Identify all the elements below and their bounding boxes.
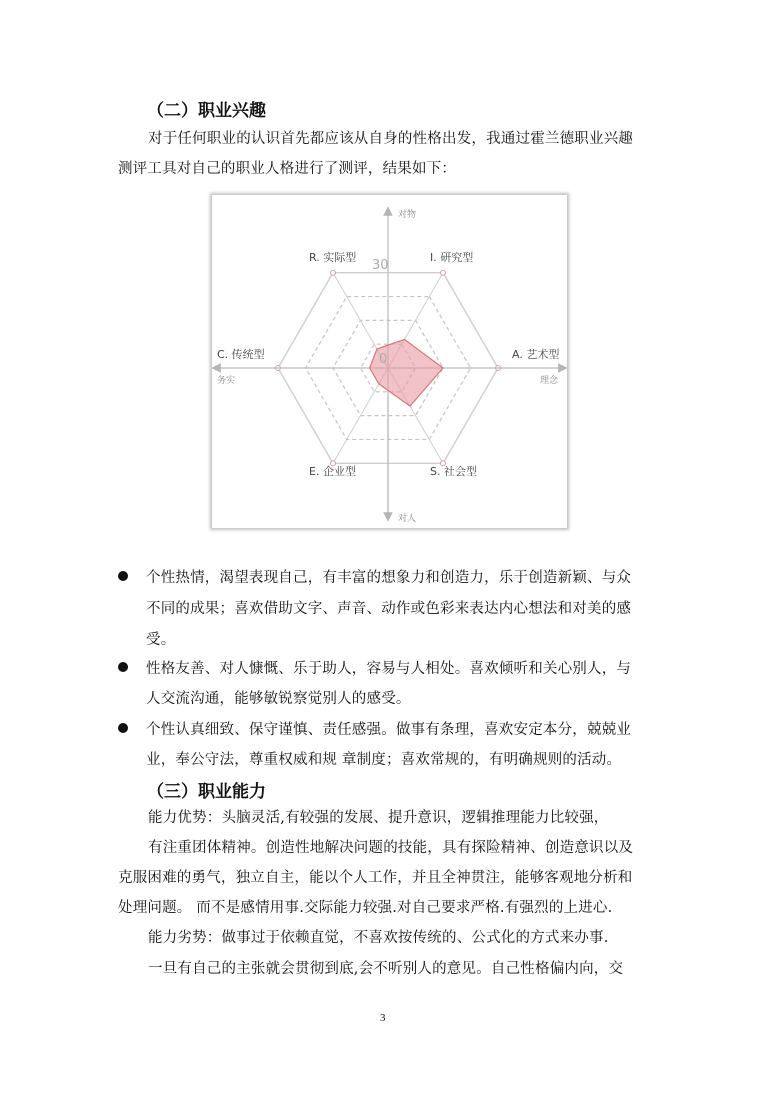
ability-line-1: 能力优势：头脑灵活,有较强的发展、提升意识，逻辑推理能力比较强， (148, 810, 609, 826)
radar-direction-label-bottom: 对人 (398, 514, 417, 524)
section-heading-career-ability: （三）职业能力 (147, 782, 266, 802)
radar-axis-label-4: C. 传统型 (217, 348, 265, 361)
page-number: 3 (380, 1012, 386, 1024)
bullet-1-line-3: 受。 (146, 632, 176, 648)
bullet-2-dot (118, 662, 128, 672)
radar-data-polygon (370, 339, 443, 406)
bullet-1-dot (118, 571, 128, 581)
bullet-1-line-2: 不同的成果；喜欢借助文字、声音、动作或色彩来表达内心想法和对美的感 (146, 601, 632, 617)
bullet-1-line-1: 个性热情，渴望表现自己，有丰富的想象力和创造力，乐于创造新颖、与众 (146, 570, 632, 586)
bullet-3-line-2: 业，奉公守法，尊重权威和规 章制度；喜欢常规的，有明确规则的活动。 (146, 752, 622, 768)
ability-line-4: 处理问题。 而不是感情用事.交际能力较强.对自己要求严格.有强烈的上进心. (118, 900, 613, 916)
bullet-2-line-2: 人交流沟通，能够敏锐察觉别人的感受。 (146, 691, 411, 707)
radar-scale-max-label: 30 (372, 258, 389, 273)
radar-direction-label-left: 务实 (217, 376, 236, 386)
radar-scale-zero-label: 0 (379, 352, 388, 367)
bullet-3-dot (118, 723, 128, 733)
holland-radar-chart (212, 195, 567, 528)
ability-line-6: 一旦有自己的主张就会贯彻到底,会不听别人的意见。自己性格偏内向，交 (148, 961, 624, 977)
radar-axis-label-0: I. 研究型 (430, 251, 474, 264)
bullet-2-line-1: 性格友善、对人慷慨、乐于助人，容易与人相处。喜欢倾听和关心别人，与 (146, 661, 632, 677)
intro-line-1: 对于任何职业的认识首先都应该从自身的性格出发，我通过霍兰德职业兴趣 (148, 131, 634, 147)
intro-line-2: 测评工具对自己的职业人格进行了测评，结果如下： (118, 161, 457, 177)
radar-vertex-0 (441, 270, 446, 275)
radar-direction-label-right: 理念 (540, 376, 559, 386)
ability-line-2: 有注重团体精神。创造性地解决问题的技能，具有探险精神、创造意识以及 (148, 840, 634, 856)
radar-vertex-5 (331, 270, 336, 275)
ability-line-5: 能力劣势：做事过于依赖直觉，不喜欢按传统的、公式化的方式来办事. (148, 930, 609, 946)
ability-line-3: 克服困难的勇气，独立自主，能以个人工作，并且全神贯注，能够客观地分析和 (118, 870, 633, 886)
section-heading-career-interest: （二）职业兴趣 (147, 101, 266, 121)
bullet-3-line-1: 个性认真细致、保守谨慎、责任感强。做事有条理，喜欢安定本分，兢兢业 (146, 722, 632, 738)
radar-axis-label-1: A. 艺术型 (512, 348, 560, 361)
radar-axis-label-2: S. 社会型 (430, 465, 477, 478)
holland-radar-chart-frame (212, 195, 567, 528)
radar-axis-label-3: E. 企业型 (309, 465, 356, 478)
radar-direction-label-top: 对物 (398, 210, 417, 220)
radar-axis-label-5: R. 实际型 (309, 251, 357, 264)
